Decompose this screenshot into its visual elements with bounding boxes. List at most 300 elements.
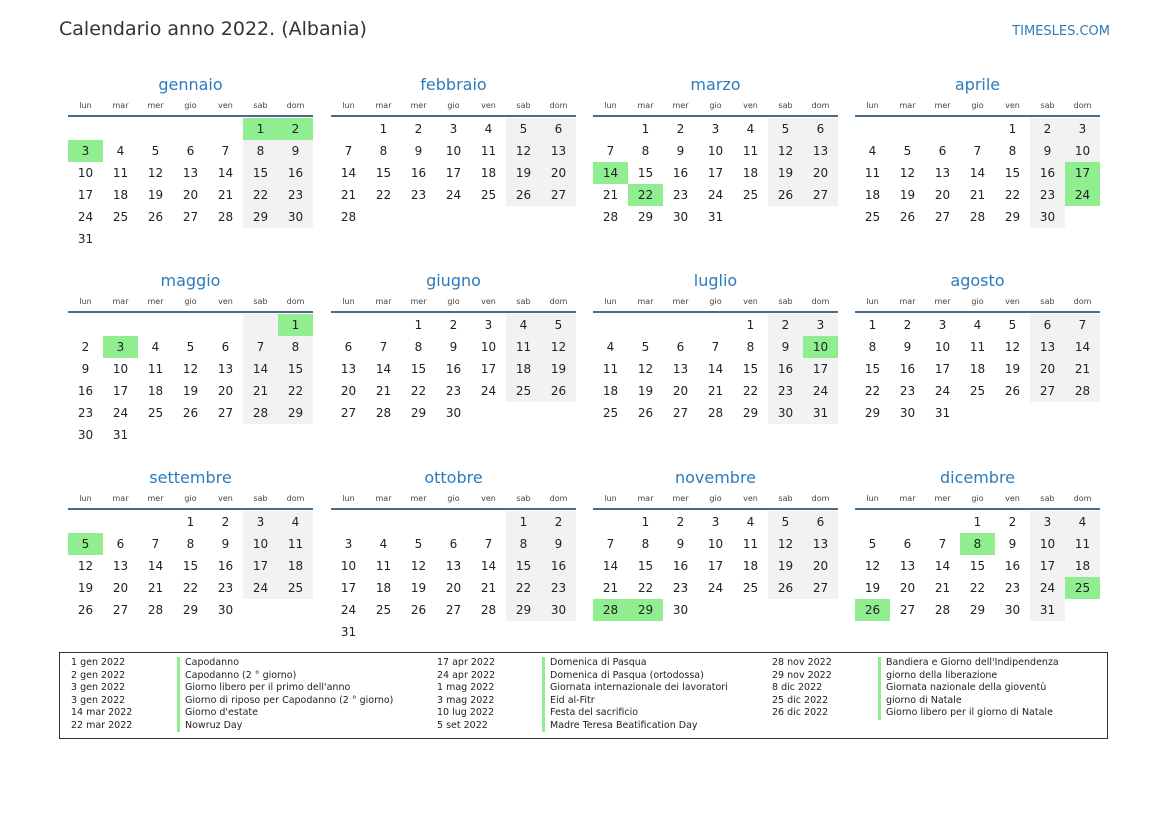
day-cell: 20	[182, 188, 199, 202]
holiday-name: Nowruz Day	[177, 720, 242, 733]
day-cell: 18	[602, 384, 619, 398]
holiday-name: Giorno di riposo per Capodanno (2 ° giorno)	[177, 695, 393, 708]
day-cell: 6	[344, 340, 353, 354]
day-cell: 8	[1008, 144, 1017, 158]
weekday-header	[593, 97, 838, 117]
weekday-label: ven	[743, 494, 758, 503]
day-cell: 2	[449, 318, 458, 332]
day-cell: 12	[182, 362, 199, 376]
holiday-name: giorno di Natale	[878, 695, 962, 708]
day-cell: 16	[541, 555, 576, 577]
day-cell: 30	[1030, 206, 1065, 228]
legend-row	[437, 720, 777, 733]
day-cell: 30	[445, 406, 462, 420]
month-febbraio	[331, 76, 576, 228]
day-cell: 6	[938, 144, 947, 158]
day-cell: 13	[217, 362, 234, 376]
holiday-legend	[59, 652, 1108, 739]
day-cell: 17	[803, 358, 838, 380]
weekday-label: sab	[1040, 101, 1055, 110]
day-cell: 20	[803, 555, 838, 577]
day-cell: 14	[243, 358, 278, 380]
day-cell-holiday: 26	[855, 599, 890, 621]
day-cell: 1	[1008, 122, 1017, 136]
legend-row	[772, 682, 1112, 695]
days-grid	[593, 118, 838, 228]
day-cell: 28	[243, 402, 278, 424]
day-cell-holiday: 25	[1065, 577, 1100, 599]
weekday-header	[331, 97, 576, 117]
day-cell-holiday: 22	[628, 184, 663, 206]
holiday-date: 1 mag 2022	[437, 682, 495, 693]
day-cell: 1	[379, 122, 388, 136]
day-cell: 4	[151, 340, 160, 354]
day-cell: 8	[506, 533, 541, 555]
day-cell: 18	[506, 358, 541, 380]
day-cell: 3	[449, 122, 458, 136]
day-cell: 17	[480, 362, 497, 376]
day-cell: 3	[1030, 511, 1065, 533]
holiday-name: Capodanno	[177, 657, 239, 670]
day-cell: 29	[182, 603, 199, 617]
weekday-label: ven	[1005, 297, 1020, 306]
day-cell-holiday: 24	[1065, 184, 1100, 206]
day-cell: 23	[410, 188, 427, 202]
day-cell: 10	[112, 362, 129, 376]
month-novembre	[593, 469, 838, 621]
day-cell: 9	[676, 537, 685, 551]
day-cell: 31	[112, 428, 129, 442]
day-empty	[103, 118, 138, 140]
day-cell: 27	[1030, 380, 1065, 402]
day-cell: 21	[147, 581, 164, 595]
weekday-label: sab	[778, 101, 793, 110]
day-cell: 24	[243, 577, 278, 599]
day-cell: 26	[147, 210, 164, 224]
day-cell: 18	[1065, 555, 1100, 577]
day-empty	[855, 511, 890, 533]
holiday-date: 14 mar 2022	[71, 707, 133, 718]
day-empty	[890, 118, 925, 140]
days-grid	[593, 314, 838, 424]
day-cell-holiday: 28	[593, 599, 628, 621]
day-cell: 1	[641, 122, 650, 136]
month-name: settembre	[149, 468, 232, 487]
day-cell: 7	[606, 537, 615, 551]
day-cell: 8	[641, 537, 650, 551]
day-cell: 14	[1065, 336, 1100, 358]
day-cell: 24	[480, 384, 497, 398]
day-cell: 25	[742, 188, 759, 202]
day-cell: 6	[1030, 314, 1065, 336]
holiday-name: Giornata internazionale dei lavoratori	[542, 682, 728, 695]
day-cell: 16	[278, 162, 313, 184]
days-grid	[331, 314, 576, 424]
day-cell: 23	[541, 577, 576, 599]
day-cell: 18	[742, 166, 759, 180]
day-cell: 19	[147, 188, 164, 202]
day-cell: 28	[1065, 380, 1100, 402]
day-empty	[698, 314, 733, 336]
weekday-label: gio	[184, 101, 197, 110]
day-cell: 2	[541, 511, 576, 533]
day-cell: 14	[707, 362, 724, 376]
day-cell: 26	[182, 406, 199, 420]
day-empty	[68, 511, 103, 533]
day-cell: 29	[864, 406, 881, 420]
days-grid	[593, 511, 838, 621]
day-cell: 8	[414, 340, 423, 354]
day-cell: 24	[445, 188, 462, 202]
day-empty	[68, 118, 103, 140]
day-cell: 27	[112, 603, 129, 617]
weekday-header	[855, 490, 1100, 510]
day-cell-holiday: 5	[68, 533, 103, 555]
day-cell: 9	[1008, 537, 1017, 551]
holiday-date: 22 mar 2022	[71, 719, 133, 731]
day-cell: 14	[602, 559, 619, 573]
day-cell: 12	[541, 336, 576, 358]
day-cell: 4	[506, 314, 541, 336]
day-cell-holiday: 1	[278, 314, 313, 336]
day-cell: 17	[934, 362, 951, 376]
day-cell: 25	[375, 603, 392, 617]
day-cell: 30	[541, 599, 576, 621]
weekday-label: ven	[743, 101, 758, 110]
days-grid	[855, 118, 1100, 228]
day-cell: 29	[506, 599, 541, 621]
day-cell: 21	[340, 188, 357, 202]
day-cell: 25	[864, 210, 881, 224]
day-cell: 11	[112, 166, 129, 180]
month-name: luglio	[693, 271, 738, 290]
day-cell: 9	[1030, 140, 1065, 162]
day-empty	[628, 314, 663, 336]
weekday-header	[68, 490, 313, 510]
day-cell: 24	[112, 406, 129, 420]
weekday-label: mar	[637, 494, 654, 503]
day-cell: 21	[243, 380, 278, 402]
day-cell: 11	[147, 362, 164, 376]
weekday-label: mar	[899, 101, 916, 110]
day-empty	[243, 314, 278, 336]
weekday-label: mer	[410, 494, 427, 503]
day-cell-holiday: 14	[593, 162, 628, 184]
weekday-label: lun	[866, 494, 879, 503]
weekday-label: ven	[743, 297, 758, 306]
legend-row	[437, 682, 777, 695]
day-cell: 9	[903, 340, 912, 354]
holiday-name: Eid al-Fitr	[542, 695, 595, 708]
month-maggio	[68, 272, 313, 446]
day-cell: 25	[112, 210, 129, 224]
day-cell: 5	[903, 144, 912, 158]
site-link[interactable]: TIMESLES.COM	[1012, 24, 1110, 39]
day-cell: 11	[480, 144, 497, 158]
day-cell: 25	[480, 188, 497, 202]
day-cell: 9	[278, 140, 313, 162]
weekday-label: gio	[709, 101, 722, 110]
day-cell: 11	[375, 559, 392, 573]
days-grid	[331, 118, 576, 228]
weekday-label: gio	[447, 297, 460, 306]
day-cell: 8	[746, 340, 755, 354]
weekday-label: sab	[253, 101, 268, 110]
day-cell: 3	[344, 537, 353, 551]
weekday-label: dom	[1073, 101, 1092, 110]
month-gennaio	[68, 76, 313, 250]
day-cell: 4	[379, 537, 388, 551]
weekday-label: mer	[147, 101, 164, 110]
month-name: novembre	[674, 468, 757, 487]
day-cell: 3	[711, 122, 720, 136]
day-cell: 15	[637, 559, 654, 573]
weekday-label: lun	[604, 297, 617, 306]
weekday-label: ven	[481, 101, 496, 110]
weekday-label: ven	[218, 101, 233, 110]
day-cell: 10	[445, 144, 462, 158]
day-cell: 10	[243, 533, 278, 555]
day-cell: 1	[868, 318, 877, 332]
day-cell: 22	[410, 384, 427, 398]
weekday-label: gio	[971, 297, 984, 306]
weekday-label: dom	[811, 297, 830, 306]
page-title: Calendario anno 2022. (Albania)	[59, 18, 367, 40]
day-cell: 20	[445, 581, 462, 595]
month-name: aprile	[954, 75, 1001, 94]
day-cell: 15	[243, 162, 278, 184]
day-empty	[173, 118, 208, 140]
day-empty	[593, 118, 628, 140]
day-empty	[173, 314, 208, 336]
weekday-header	[855, 293, 1100, 313]
day-cell: 26	[506, 184, 541, 206]
day-cell: 29	[1004, 210, 1021, 224]
day-cell: 18	[864, 188, 881, 202]
month-name: gennaio	[158, 75, 223, 94]
day-cell: 7	[484, 537, 493, 551]
day-cell: 10	[1030, 533, 1065, 555]
day-cell: 14	[480, 559, 497, 573]
day-empty	[436, 511, 471, 533]
day-cell: 17	[1030, 555, 1065, 577]
day-cell: 6	[221, 340, 230, 354]
day-cell: 18	[375, 581, 392, 595]
day-cell: 28	[602, 210, 619, 224]
day-cell: 7	[938, 537, 947, 551]
day-cell: 29	[243, 206, 278, 228]
day-cell: 26	[768, 184, 803, 206]
day-cell: 1	[973, 515, 982, 529]
day-cell: 20	[340, 384, 357, 398]
day-empty	[208, 118, 243, 140]
day-cell: 13	[803, 140, 838, 162]
weekday-label: dom	[1073, 297, 1092, 306]
holiday-name: Domenica di Pasqua (ortodossa)	[542, 670, 704, 683]
day-cell: 10	[340, 559, 357, 573]
holiday-date: 2 gen 2022	[71, 669, 126, 681]
day-empty	[208, 314, 243, 336]
weekday-label: mar	[637, 297, 654, 306]
weekday-label: ven	[218, 297, 233, 306]
day-cell: 4	[746, 515, 755, 529]
day-cell: 17	[707, 559, 724, 573]
day-cell: 22	[278, 380, 313, 402]
day-cell: 13	[541, 140, 576, 162]
month-name: febbraio	[420, 75, 487, 94]
day-cell: 23	[899, 384, 916, 398]
day-cell: 25	[147, 406, 164, 420]
weekday-label: lun	[604, 494, 617, 503]
day-cell: 13	[112, 559, 129, 573]
weekday-label: mar	[899, 494, 916, 503]
weekday-label: lun	[79, 101, 92, 110]
holiday-name: giorno della liberazione	[878, 670, 997, 683]
legend-row	[772, 695, 1112, 708]
day-cell: 27	[541, 184, 576, 206]
day-cell: 26	[410, 603, 427, 617]
day-cell: 27	[803, 184, 838, 206]
day-cell: 4	[973, 318, 982, 332]
day-empty	[925, 118, 960, 140]
day-cell: 31	[934, 406, 951, 420]
day-cell: 22	[864, 384, 881, 398]
legend-row	[71, 695, 411, 708]
day-cell: 29	[410, 406, 427, 420]
weekday-label: mar	[637, 101, 654, 110]
weekday-label: dom	[811, 101, 830, 110]
day-cell: 27	[899, 603, 916, 617]
legend-row	[772, 707, 1112, 720]
legend-column	[772, 657, 1112, 720]
day-cell: 1	[186, 515, 195, 529]
weekday-label: dom	[549, 101, 568, 110]
day-empty	[68, 314, 103, 336]
day-cell: 25	[278, 577, 313, 599]
day-empty	[471, 511, 506, 533]
weekday-label: mer	[672, 494, 689, 503]
weekday-header	[331, 293, 576, 313]
day-cell: 22	[742, 384, 759, 398]
day-cell: 1	[641, 515, 650, 529]
day-cell: 12	[147, 166, 164, 180]
day-cell: 12	[410, 559, 427, 573]
day-empty	[960, 118, 995, 140]
day-cell: 20	[934, 188, 951, 202]
weekday-label: ven	[1005, 101, 1020, 110]
day-cell: 12	[77, 559, 94, 573]
day-cell: 13	[803, 533, 838, 555]
weekday-label: mer	[672, 297, 689, 306]
day-cell: 23	[768, 380, 803, 402]
day-cell: 2	[676, 122, 685, 136]
day-cell-holiday: 10	[803, 336, 838, 358]
weekday-label: sab	[253, 494, 268, 503]
holiday-date: 8 dic 2022	[772, 682, 823, 693]
day-empty	[331, 314, 366, 336]
day-cell: 28	[480, 603, 497, 617]
day-cell: 21	[217, 188, 234, 202]
day-cell: 12	[864, 559, 881, 573]
day-cell: 18	[969, 362, 986, 376]
day-cell: 23	[672, 188, 689, 202]
holiday-date: 10 lug 2022	[437, 707, 494, 718]
weekday-label: mer	[934, 101, 951, 110]
day-empty	[103, 314, 138, 336]
holiday-date: 5 set 2022	[437, 719, 488, 731]
day-cell: 16	[1004, 559, 1021, 573]
day-cell: 11	[969, 340, 986, 354]
day-cell: 10	[707, 537, 724, 551]
day-cell: 17	[77, 188, 94, 202]
day-cell: 10	[1065, 140, 1100, 162]
day-cell: 5	[768, 511, 803, 533]
legend-row	[71, 682, 411, 695]
weekday-label: mar	[899, 297, 916, 306]
day-cell-holiday: 17	[1065, 162, 1100, 184]
day-cell: 23	[217, 581, 234, 595]
day-cell: 17	[445, 166, 462, 180]
day-cell: 25	[742, 581, 759, 595]
day-cell: 26	[637, 406, 654, 420]
day-cell: 29	[969, 603, 986, 617]
day-cell-holiday: 1	[243, 118, 278, 140]
day-cell: 20	[541, 162, 576, 184]
day-cell: 10	[480, 340, 497, 354]
day-cell: 9	[768, 336, 803, 358]
weekday-label: sab	[516, 101, 531, 110]
day-cell: 24	[707, 581, 724, 595]
day-cell: 13	[445, 559, 462, 573]
day-cell: 14	[340, 166, 357, 180]
day-cell: 26	[1004, 384, 1021, 398]
weekday-label: dom	[286, 297, 305, 306]
holiday-date: 3 mag 2022	[437, 694, 495, 706]
day-cell: 13	[934, 166, 951, 180]
day-cell: 7	[711, 340, 720, 354]
day-cell: 30	[77, 428, 94, 442]
day-cell: 16	[217, 559, 234, 573]
day-cell: 25	[602, 406, 619, 420]
weekday-label: dom	[1073, 494, 1092, 503]
holiday-name: Bandiera e Giorno dell'Indipendenza	[878, 657, 1059, 670]
day-cell: 5	[541, 314, 576, 336]
legend-column	[71, 657, 411, 732]
weekday-label: lun	[79, 297, 92, 306]
day-cell: 4	[606, 340, 615, 354]
day-cell: 30	[1004, 603, 1021, 617]
holiday-date: 26 dic 2022	[772, 707, 829, 718]
day-cell: 11	[1065, 533, 1100, 555]
weekday-label: lun	[866, 101, 879, 110]
day-cell: 30	[899, 406, 916, 420]
day-cell: 4	[278, 511, 313, 533]
holiday-date: 28 nov 2022	[772, 657, 832, 668]
day-cell: 2	[1030, 118, 1065, 140]
weekday-label: gio	[184, 494, 197, 503]
day-cell: 6	[116, 537, 125, 551]
day-cell: 15	[969, 559, 986, 573]
day-cell: 28	[934, 603, 951, 617]
day-cell: 23	[1004, 581, 1021, 595]
weekday-label: lun	[342, 297, 355, 306]
day-empty	[331, 118, 366, 140]
weekday-label: mar	[375, 494, 392, 503]
legend-row	[71, 670, 411, 683]
day-cell: 25	[969, 384, 986, 398]
day-cell: 24	[77, 210, 94, 224]
day-cell: 23	[672, 581, 689, 595]
